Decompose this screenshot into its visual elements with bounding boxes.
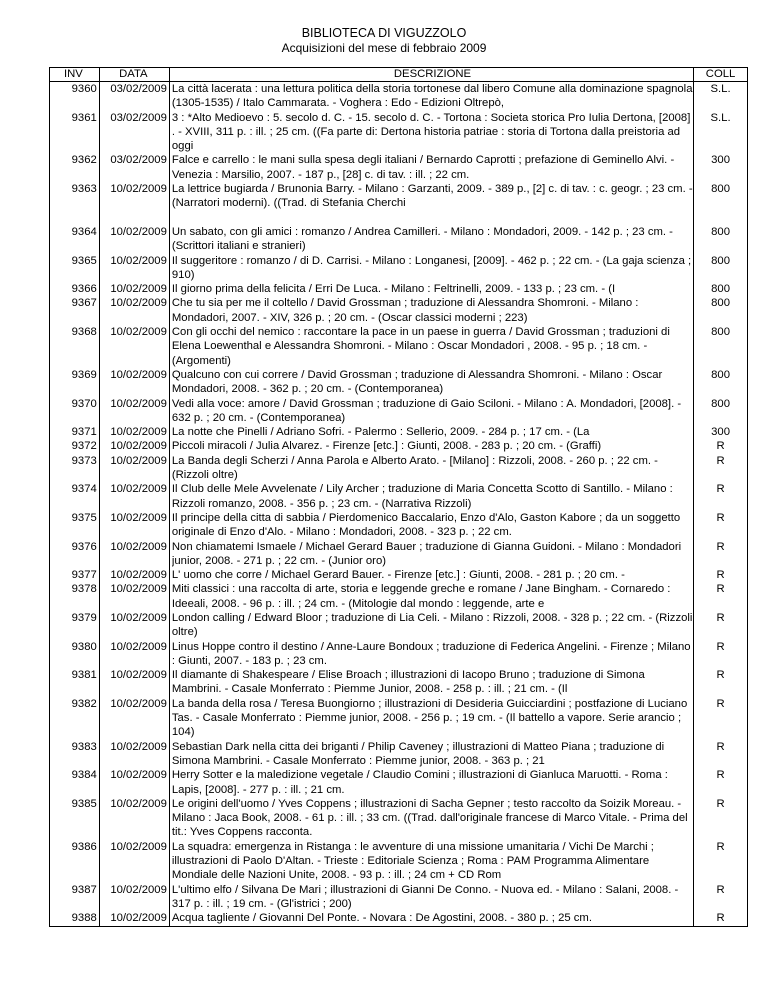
date-cell: 10/02/2009 [99, 911, 169, 926]
description-cell [169, 911, 693, 926]
description-cell [169, 582, 693, 611]
collocation-cell: 800 [694, 182, 748, 225]
inv-cell: 9362 [50, 153, 100, 182]
description-text: La Banda degli Scherzi / Anna Parola e Alberto Arato. - [Milano] : Rizzoli, 2008. - 260 p. ; 22 cm. - (Rizzoli oltre) [171, 454, 658, 482]
description-cell [169, 697, 693, 740]
table-row [50, 225, 748, 254]
description-cell [169, 482, 693, 511]
table-row [50, 153, 748, 182]
description-cell [169, 740, 693, 769]
description-cell [169, 840, 693, 883]
date-cell: 10/02/2009 [99, 697, 169, 740]
description-cell [169, 511, 693, 540]
date-cell: 10/02/2009 [99, 454, 169, 483]
inv-cell: 9373 [50, 454, 100, 483]
date-cell: 10/02/2009 [99, 797, 169, 840]
inv-cell: 9380 [50, 640, 100, 669]
table-row [50, 911, 748, 926]
description-text: Qualcuno con cui correre / David Grossman ; traduzione di Alessandra Shomroni. - Milano : Oscar Mondadori, 2008. - 362 p. ; 20 cm. - (Contemporanea) [171, 368, 663, 396]
inv-cell: 9367 [50, 296, 100, 325]
table-row [50, 568, 748, 582]
description-cell [169, 282, 693, 296]
table-row [50, 768, 748, 797]
date-cell: 10/02/2009 [99, 611, 169, 640]
collocation-cell: R [694, 640, 748, 669]
description-text: Il giorno prima della felicita / Erri De Luca. - Milano : Feltrinelli, 2009. - 133 p. ; 23 cm. - (I [171, 283, 616, 296]
date-cell: 10/02/2009 [99, 582, 169, 611]
description-text: Miti classici : una raccolta di arte, storia e leggende greche e romane / Jane Bingham. - Cornaredo : Ideeali, 2008. - 96 p. : ill. ; 24 cm. - (Mitologie dal mondo : leggende, arte e [171, 583, 671, 610]
date-cell: 10/02/2009 [99, 254, 169, 283]
table-row [50, 282, 748, 296]
collocation-cell: 800 [694, 254, 748, 283]
table-row [50, 397, 748, 426]
description-cell [169, 397, 693, 426]
description-cell [169, 568, 693, 582]
table-row [50, 368, 748, 397]
inv-cell: 9385 [50, 797, 100, 840]
inv-cell: 9372 [50, 439, 100, 453]
collocation-cell: 300 [694, 153, 748, 182]
inv-cell: 9369 [50, 368, 100, 397]
acquisitions-table [49, 67, 748, 927]
description-text: Le origini dell'uomo / Yves Coppens ; illustrazioni di Sacha Gepner ; testo raccolto da Soizik Moreau. - Milano : Jaca Book, 2008. - 61 p. : ill. ; 33 cm. ((Trad. dall'originale francese di Marco Vitale. - Prima del tit.: Yves Coppens racconta. [171, 797, 688, 839]
description-text: Il principe della citta di sabbia / Pierdomenico Baccalario, Enzo d'Alo, Gaston Kabore ; da un soggetto originale di Enzo d'Alo. - Milano : Mondadori, 2008. - 323 p. ; 22 cm. [171, 511, 681, 539]
table-row [50, 740, 748, 769]
inv-cell: 9368 [50, 325, 100, 368]
description-cell [169, 296, 693, 325]
collocation-cell: R [694, 511, 748, 540]
date-cell: 10/02/2009 [99, 325, 169, 368]
table-row [50, 640, 748, 669]
table-row [50, 82, 748, 111]
date-cell: 10/02/2009 [99, 425, 169, 439]
collocation-cell: 800 [694, 296, 748, 325]
date-cell: 10/02/2009 [99, 282, 169, 296]
date-cell: 10/02/2009 [99, 568, 169, 582]
description-cell [169, 797, 693, 840]
table-row [50, 325, 748, 368]
description-cell [169, 82, 693, 111]
description-text: Con gli occhi del nemico : raccontare la pace in un paese in guerra / David Grossman ; traduzioni di Elena Loewenthal e Alessandra Shomroni. - Milano : Oscar Mondadori , 2008. - 95 p. ; 18 cm. - (Argomenti) [171, 326, 670, 367]
description-cell [169, 640, 693, 669]
description-text: London calling / Edward Bloor ; traduzione di Lia Celi. - Milano : Rizzoli, 2008. - 328 p. ; 22 cm. - (Rizzoli oltre) [171, 611, 693, 639]
inv-cell: 9370 [50, 397, 100, 426]
table-row [50, 182, 748, 225]
table-row [50, 668, 748, 697]
collocation-cell: R [694, 883, 748, 912]
inv-cell: 9386 [50, 840, 100, 883]
inv-cell: 9360 [50, 82, 100, 111]
description-cell [169, 153, 693, 182]
collocation-cell: S.L. [694, 82, 748, 111]
collocation-cell: R [694, 668, 748, 697]
inv-cell: 9384 [50, 768, 100, 797]
description-text: Che tu sia per me il coltello / David Grossman ; traduzione di Alessandra Shomroni. - Milano : Mondadori, 2007. - XIV, 326 p. ; 20 cm. - (Oscar classici moderni ; 223) [171, 297, 639, 324]
date-cell: 10/02/2009 [99, 225, 169, 254]
date-cell: 10/02/2009 [99, 439, 169, 453]
table-row [50, 611, 748, 640]
table-header-row [50, 68, 748, 82]
description-text: Falce e carrello : le mani sulla spesa degli italiani / Bernardo Caprotti ; prefazione di Geminello Alvi. - Venezia : Marsilio, 2007. - 187 p., [28] c. di tav. : ill. ; 22 cm. [171, 154, 675, 181]
description-cell [169, 225, 693, 254]
table-row [50, 425, 748, 439]
description-text: Piccoli miracoli / Julia Alvarez. - Firenze [etc.] : Giunti, 2008. - 283 p. ; 20 cm. - (Graffi) [171, 440, 602, 453]
inv-cell: 9375 [50, 511, 100, 540]
date-cell: 10/02/2009 [99, 482, 169, 511]
collocation-cell: R [694, 740, 748, 769]
inv-cell: 9374 [50, 482, 100, 511]
date-cell: 10/02/2009 [99, 740, 169, 769]
page-header [0, 26, 768, 56]
description-text: Non chiamatemi Ismaele / Michael Gerard Bauer ; traduzione di Gianna Guidoni. - Milano : Mondadori junior, 2008. - 271 p. ; 22 cm. - (Junior oro) [171, 540, 682, 567]
inv-cell: 9379 [50, 611, 100, 640]
table-row [50, 482, 748, 511]
inv-cell: 9376 [50, 540, 100, 569]
collocation-cell: R [694, 611, 748, 640]
table-row [50, 111, 748, 154]
date-cell: 10/02/2009 [99, 397, 169, 426]
collocation-cell: 800 [694, 397, 748, 426]
date-cell: 10/02/2009 [99, 668, 169, 697]
description-cell [169, 454, 693, 483]
date-cell: 10/02/2009 [99, 540, 169, 569]
description-text: Herry Sotter e la maledizione vegetale / Claudio Comini ; illustrazioni di Gianluca Maruotti. - Roma : Lapis, [2008]. - 277 p. : ill. ; 21 cm. [171, 769, 668, 796]
collocation-cell: R [694, 482, 748, 511]
report-subtitle: Acquisizioni del mese di febbraio 2009 [281, 41, 487, 55]
collocation-cell: R [694, 797, 748, 840]
inv-cell: 9382 [50, 697, 100, 740]
table-row [50, 697, 748, 740]
inv-cell: 9361 [50, 111, 100, 154]
table-body [50, 82, 748, 927]
inv-cell: 9378 [50, 582, 100, 611]
column-header-coll: COLL [694, 68, 748, 82]
description-cell [169, 182, 693, 225]
description-cell [169, 325, 693, 368]
inv-cell: 9387 [50, 883, 100, 912]
description-text: La città lacerata : una lettura politica della storia tortonese dal libero Comune alla dominazione spagnola (1305-1535) / Italo Cammarata. - Voghera : Edo - Edizioni Oltrepò, [171, 83, 693, 110]
library-title: BIBLIOTECA DI VIGUZZOLO [301, 26, 467, 40]
description-text: La banda della rosa / Teresa Buongiorno ; illustrazioni di Desideria Guicciardini ; postfazione di Luciano Tas. - Casale Monferrato : Piemme junior, 2008. - 256 p. ; 19 cm. - (Il battello a vapore. Serie arancio ; 104) [171, 697, 688, 739]
table-row [50, 797, 748, 840]
date-cell: 10/02/2009 [99, 511, 169, 540]
date-cell: 03/02/2009 [99, 82, 169, 111]
description-text: La notte che Pinelli / Adriano Sofri. - Palermo : Sellerio, 2009. - 284 p. ; 17 cm. - (La [171, 426, 590, 439]
date-cell: 10/02/2009 [99, 182, 169, 225]
description-text: La squadra: emergenza in Ristanga : le avventure di una missione umanitaria / Vichi De Marchi ; illustrazioni di Paolo D'Altan. - Trieste : Editoriale Scienza ; Roma : PAM Programma Alimentare Mondiale delle Nazioni Unite, 2008. - 93 p. : ill. ; 24 cm + CD Rom [171, 840, 654, 882]
inv-cell: 9365 [50, 254, 100, 283]
inv-cell: 9371 [50, 425, 100, 439]
description-text: Il suggeritore : romanzo / di D. Carrisi. - Milano : Longanesi, [2009]. - 462 p. ; 22 cm. - (La gaja scienza ; 910) [171, 254, 692, 281]
collocation-cell: R [694, 911, 748, 926]
description-cell [169, 254, 693, 283]
description-text: Vedi alla voce: amore / David Grossman ; traduzione di Gaio Sciloni. - Milano : A. Mondadori, [2008]. - 632 p. ; 20 cm. - (Contemporanea) [171, 397, 682, 424]
table-row [50, 439, 748, 453]
date-cell: 10/02/2009 [99, 296, 169, 325]
description-cell [169, 768, 693, 797]
table-row [50, 883, 748, 912]
table-row [50, 840, 748, 883]
description-text: L' uomo che corre / Michael Gerard Bauer. - Firenze [etc.] : Giunti, 2008. - 281 p. ; 20 cm. - [171, 569, 625, 582]
collocation-cell: 800 [694, 368, 748, 397]
inv-cell: 9383 [50, 740, 100, 769]
collocation-cell: 300 [694, 425, 748, 439]
description-cell [169, 368, 693, 397]
table-row [50, 540, 748, 569]
collocation-cell: S.L. [694, 111, 748, 154]
table-row [50, 582, 748, 611]
date-cell: 10/02/2009 [99, 768, 169, 797]
description-text: Acqua tagliente / Giovanni Del Ponte. - Novara : De Agostini, 2008. - 380 p. ; 25 cm. [171, 912, 592, 925]
date-cell: 10/02/2009 [99, 640, 169, 669]
description-cell [169, 111, 693, 154]
description-text: Sebastian Dark nella citta dei briganti / Philip Caveney ; illustrazioni di Matteo Piana ; traduzione di Simona Mambrini. - Casale Monferrato : Piemme junior, 2008. - 363 p. ; 21 [171, 740, 665, 767]
description-cell [169, 611, 693, 640]
column-header-description: DESCRIZIONE [169, 68, 693, 82]
inv-cell: 9364 [50, 225, 100, 254]
table-row [50, 296, 748, 325]
column-header-date: DATA [99, 68, 169, 82]
collocation-cell: R [694, 840, 748, 883]
description-text: 3 : *Alto Medioevo : 5. secolo d. C. - 15. secolo d. C. - Tortona : Societa storica Pro Iulia Dertona, [2008] . - XVIII, 311 p. : ill. ; 25 cm. ((Fa parte di: Dertona historia patriae : storia di Tortona dalla preistoria ad oggi [171, 111, 691, 153]
collocation-cell: R [694, 454, 748, 483]
collocation-cell: R [694, 540, 748, 569]
inv-cell: 9363 [50, 182, 100, 225]
table-row [50, 254, 748, 283]
description-cell [169, 540, 693, 569]
collocation-cell: R [694, 697, 748, 740]
description-text: Un sabato, con gli amici : romanzo / Andrea Camilleri. - Milano : Mondadori, 2009. - 142 p. ; 23 cm. - (Scrittori italiani e stranieri) [171, 225, 673, 253]
table-row [50, 454, 748, 483]
description-cell [169, 668, 693, 697]
description-text: La lettrice bugiarda / Brunonia Barry. - Milano : Garzanti, 2009. - 389 p., [2] c. di tav. : c. geogr. ; 23 cm. - (Narratori moderni). ((Trad. di Stefania Cherchi [171, 183, 693, 210]
date-cell: 10/02/2009 [99, 368, 169, 397]
collocation-cell: 800 [694, 282, 748, 296]
description-cell [169, 883, 693, 912]
description-text: Il Club delle Mele Avvelenate / Lily Archer ; traduzione di Maria Concetta Scotto di Santillo. - Milano : Rizzoli romanzo, 2008. - 356 p. ; 23 cm. - (Narrativa Rizzoli) [171, 483, 673, 510]
date-cell: 10/02/2009 [99, 883, 169, 912]
date-cell: 03/02/2009 [99, 111, 169, 154]
date-cell: 10/02/2009 [99, 840, 169, 883]
inv-cell: 9377 [50, 568, 100, 582]
description-text: Linus Hoppe contro il destino / Anne-Laure Bondoux ; traduzione di Federica Angelini. - Firenze ; Milano : Giunti, 2007. - 183 p. ; 23 cm. [171, 640, 691, 667]
inv-cell: 9381 [50, 668, 100, 697]
description-text: L'ultimo elfo / Silvana De Mari ; illustrazioni di Gianni De Conno. - Nuova ed. - Milano : Salani, 2008. - 317 p. : ill. ; 19 cm. - (Gl'istrici ; 200) [171, 883, 679, 910]
table-row [50, 511, 748, 540]
collocation-cell: R [694, 768, 748, 797]
collocation-cell: R [694, 439, 748, 453]
collocation-cell: R [694, 582, 748, 611]
collocation-cell: 800 [694, 325, 748, 368]
description-cell [169, 425, 693, 439]
inv-cell: 9366 [50, 282, 100, 296]
description-text: Il diamante di Shakespeare / Elise Broach ; illustrazioni di Iacopo Bruno ; traduzione di Simona Mambrini. - Casale Monferrato : Piemme Junior, 2008. - 258 p. : ill. ; 21 cm. - (Il [171, 669, 645, 696]
collocation-cell: R [694, 568, 748, 582]
inv-cell: 9388 [50, 911, 100, 926]
date-cell: 03/02/2009 [99, 153, 169, 182]
collocation-cell: 800 [694, 225, 748, 254]
description-cell [169, 439, 693, 453]
column-header-inv: INV [50, 68, 100, 82]
